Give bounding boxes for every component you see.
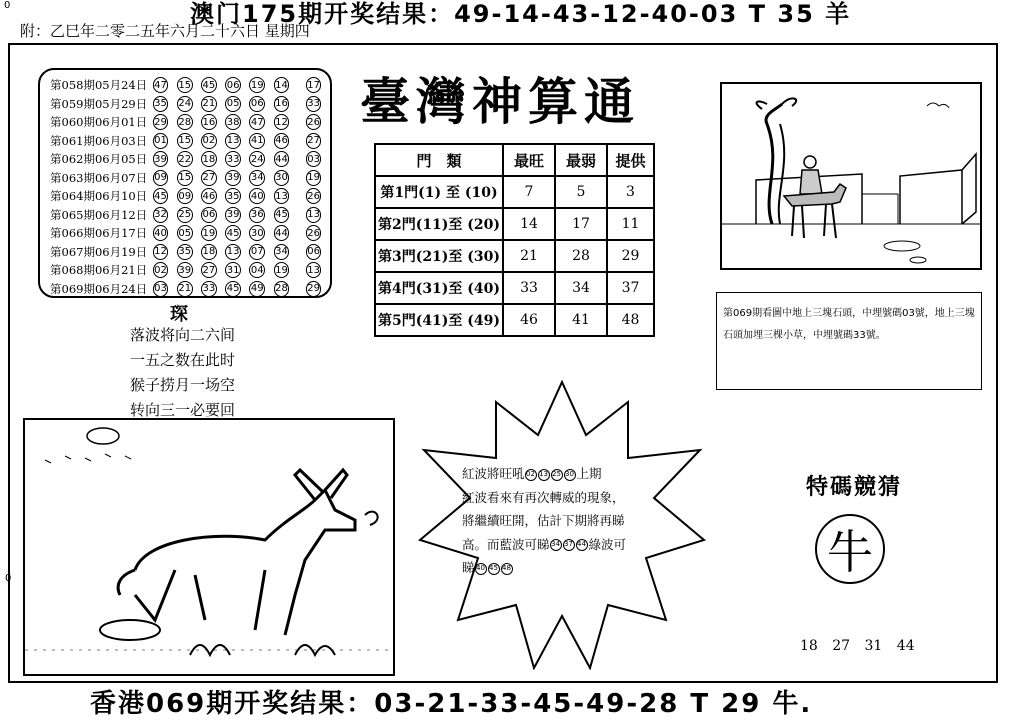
donkey-rider-drawing [722, 84, 980, 268]
number-ball: 18 [201, 151, 217, 167]
number-ball: 15 [177, 133, 193, 149]
number-ball: 33 [225, 151, 241, 167]
mini-number-ball: 02 [525, 469, 537, 481]
number-ball: 45 [225, 281, 241, 297]
history-date: 第063期06月07日 [50, 170, 148, 185]
number-ball: 19 [249, 77, 265, 93]
number-ball: 47 [249, 114, 265, 130]
history-panel [38, 68, 332, 298]
number-ball: 05 [225, 96, 241, 112]
number-ball: 19 [201, 225, 217, 241]
number-ball: 45 [201, 77, 217, 93]
number-ball: 31 [225, 262, 241, 278]
number-ball: 14 [274, 77, 290, 93]
min-cell: 41 [555, 304, 607, 336]
zodiac-character: 牛 [827, 525, 873, 579]
date-line: 附：乙巳年二零二五年六月二十六日 星期四 [20, 22, 310, 40]
history-row [50, 243, 330, 262]
star-line-1 [462, 462, 672, 486]
number-ball: 30 [274, 170, 290, 186]
number-ball: 24 [249, 151, 265, 167]
star-line-2: 紅波看來有再次轉威的現象， [462, 489, 625, 505]
macau-result-banner: 澳门175期开奖结果：49-14-43-12-40-03 T 35 羊 [190, 0, 852, 28]
number-ball: 27 [201, 170, 217, 186]
mini-number-ball: 37 [563, 539, 575, 551]
number-ball: 38 [225, 114, 241, 130]
give-cell: 48 [607, 304, 654, 336]
number-ball: 34 [274, 244, 290, 260]
clue-note-box: 第069期看圖中地上三塊石頭，中埋號碼03號，地上三塊石頭加埋三棵小草，中埋號碼33號。 [716, 292, 982, 390]
gate-stats-table [374, 143, 655, 337]
number-ball: 15 [177, 77, 193, 93]
number-ball: 47 [153, 77, 169, 93]
stats-row [375, 176, 654, 208]
special-number-ball: 03 [306, 151, 322, 167]
number-ball: 40 [153, 225, 169, 241]
poem-line: 转向三一必要回 [130, 401, 236, 419]
max-cell: 21 [503, 240, 555, 272]
poem-line: 落波将向二六间 [130, 326, 236, 344]
gate-cell: 第3門(21)至 (30) [375, 240, 503, 272]
special-number-ball: 26 [306, 225, 322, 241]
number-ball: 16 [274, 96, 290, 112]
history-row [50, 280, 330, 299]
number-ball: 49 [249, 281, 265, 297]
number-ball: 21 [201, 96, 217, 112]
star-line-4 [462, 533, 672, 557]
special-number-ball: 19 [306, 170, 322, 186]
number-ball: 22 [177, 151, 193, 167]
history-row [50, 169, 330, 188]
max-cell: 33 [503, 272, 555, 304]
zodiac-circle [815, 514, 885, 584]
history-row [50, 76, 330, 95]
number-ball: 35 [153, 96, 169, 112]
give-cell: 3 [607, 176, 654, 208]
history-date: 第066期06月17日 [50, 226, 148, 241]
number-ball: 13 [274, 188, 290, 204]
history-row [50, 113, 330, 132]
history-date: 第068期06月21日 [50, 263, 148, 278]
stats-row [375, 304, 654, 336]
number-ball: 19 [274, 262, 290, 278]
number-ball: 13 [225, 133, 241, 149]
number-ball: 44 [274, 151, 290, 167]
history-date: 第069期06月24日 [50, 281, 148, 296]
special-number-ball: 27 [306, 133, 322, 149]
stats-row [375, 240, 654, 272]
special-number-ball: 26 [306, 114, 322, 130]
number-ball: 36 [249, 207, 265, 223]
star-line-5-text: 睇 [462, 560, 475, 575]
give-cell: 11 [607, 208, 654, 240]
mini-number-ball: 30 [564, 469, 576, 481]
number-ball: 35 [177, 244, 193, 260]
number-ball: 25 [177, 207, 193, 223]
poem-title: 琛 [170, 304, 188, 325]
number-ball: 33 [201, 281, 217, 297]
mini-number-ball: 40 [475, 563, 487, 575]
min-cell: 28 [555, 240, 607, 272]
donkey-drawing [25, 420, 393, 674]
star-line-4-tail: 綠波可 [588, 536, 627, 552]
star-line-5 [462, 556, 672, 580]
give-cell: 37 [607, 272, 654, 304]
history-row [50, 187, 330, 206]
hongkong-result-banner: 香港069期开奖结果：03-21-33-45-49-28 T 29 牛. [90, 689, 813, 719]
history-row [50, 95, 330, 114]
page-title: 臺灣神算通 [360, 72, 640, 131]
history-date: 第058期05月24日 [50, 78, 148, 93]
poem-line: 猴子捞月一场空 [130, 376, 236, 394]
number-ball: 01 [153, 133, 169, 149]
history-row [50, 224, 330, 243]
max-cell: 14 [503, 208, 555, 240]
number-ball: 29 [153, 114, 169, 130]
mini-number-ball: 45 [488, 563, 500, 575]
min-cell: 34 [555, 272, 607, 304]
max-cell: 7 [503, 176, 555, 208]
special-number-ball: 13 [306, 207, 322, 223]
number-ball: 34 [249, 170, 265, 186]
gate-cell: 第2門(11)至 (20) [375, 208, 503, 240]
mini-number-ball: 48 [501, 563, 513, 575]
max-cell: 46 [503, 304, 555, 336]
stats-row [375, 272, 654, 304]
special-number-ball: 13 [306, 262, 322, 278]
number-ball: 06 [201, 207, 217, 223]
gate-cell: 第1門(1) 至 (10) [375, 176, 503, 208]
history-date: 第064期06月10日 [50, 189, 148, 204]
side-mark: 0 [5, 573, 12, 584]
star-line-3: 將繼續旺開，估計下期將再睇 [462, 513, 625, 528]
number-ball: 16 [201, 114, 217, 130]
special-guess-title: 特碼競猜 [806, 474, 903, 500]
col-header-gate: 門 類 [375, 144, 503, 176]
number-ball: 13 [225, 244, 241, 260]
gate-cell: 第5門(41)至 (49) [375, 304, 503, 336]
number-ball: 06 [225, 77, 241, 93]
number-ball: 12 [274, 114, 290, 130]
number-ball: 45 [153, 188, 169, 204]
number-ball: 46 [201, 188, 217, 204]
donkey-illustration [23, 418, 395, 676]
give-cell: 29 [607, 240, 654, 272]
history-date: 第059期05月29日 [50, 96, 148, 111]
col-header-give: 提供 [607, 144, 654, 176]
history-date: 第067期06月19日 [50, 244, 148, 259]
number-ball: 41 [249, 133, 265, 149]
number-ball: 46 [274, 133, 290, 149]
star-line-4-text: 高。而藍波可睇 [462, 536, 550, 552]
number-ball: 02 [201, 133, 217, 149]
col-header-min: 最弱 [555, 144, 607, 176]
number-ball: 06 [249, 96, 265, 112]
number-ball: 12 [153, 244, 169, 260]
history-row [50, 261, 330, 280]
history-date: 第060期06月01日 [50, 115, 148, 130]
poem-line: 一五之数在此时 [130, 351, 236, 369]
number-ball: 07 [249, 244, 265, 260]
history-row [50, 206, 330, 225]
number-ball: 09 [153, 170, 169, 186]
number-ball: 39 [225, 207, 241, 223]
history-date: 第061期06月03日 [50, 133, 148, 148]
number-ball: 21 [177, 281, 193, 297]
starburst-text [462, 462, 672, 580]
gate-cell: 第4門(31)至 (40) [375, 272, 503, 304]
number-ball: 39 [153, 151, 169, 167]
number-ball: 27 [201, 262, 217, 278]
number-ball: 32 [153, 207, 169, 223]
number-ball: 03 [153, 281, 169, 297]
corner-mark: 0 [4, 0, 11, 11]
number-ball: 45 [274, 207, 290, 223]
number-ball: 44 [274, 225, 290, 241]
number-ball: 02 [153, 262, 169, 278]
special-number-ball: 29 [306, 281, 322, 297]
mini-number-ball: 13 [538, 469, 550, 481]
number-ball: 30 [249, 225, 265, 241]
number-ball: 39 [177, 262, 193, 278]
col-header-max: 最旺 [503, 144, 555, 176]
number-ball: 45 [225, 225, 241, 241]
number-ball: 04 [249, 262, 265, 278]
star-line-1-text: 紅波將旺吼 [462, 466, 525, 481]
number-ball: 24 [177, 96, 193, 112]
number-ball: 39 [225, 170, 241, 186]
number-ball: 09 [177, 188, 193, 204]
number-ball: 15 [177, 170, 193, 186]
special-number-ball: 06 [306, 244, 322, 260]
star-line-1-tail: 上期 [576, 466, 602, 481]
donkey-rider-illustration [720, 82, 982, 270]
number-ball: 05 [177, 225, 193, 241]
number-ball: 28 [177, 114, 193, 130]
special-number-ball: 26 [306, 188, 322, 204]
history-row [50, 150, 330, 169]
min-cell: 5 [555, 176, 607, 208]
history-row [50, 132, 330, 151]
special-number-ball: 33 [306, 96, 322, 112]
guess-numbers: 18 27 31 44 [800, 638, 915, 654]
number-ball: 18 [201, 244, 217, 260]
min-cell: 17 [555, 208, 607, 240]
stats-row [375, 208, 654, 240]
mini-number-ball: 34 [550, 539, 562, 551]
history-date: 第062期06月05日 [50, 152, 148, 167]
special-number-ball: 17 [306, 77, 322, 93]
number-ball: 40 [249, 188, 265, 204]
mini-number-ball: 25 [551, 469, 563, 481]
number-ball: 35 [225, 188, 241, 204]
number-ball: 28 [274, 281, 290, 297]
history-date: 第065期06月12日 [50, 207, 148, 222]
mini-number-ball: 44 [576, 539, 588, 551]
